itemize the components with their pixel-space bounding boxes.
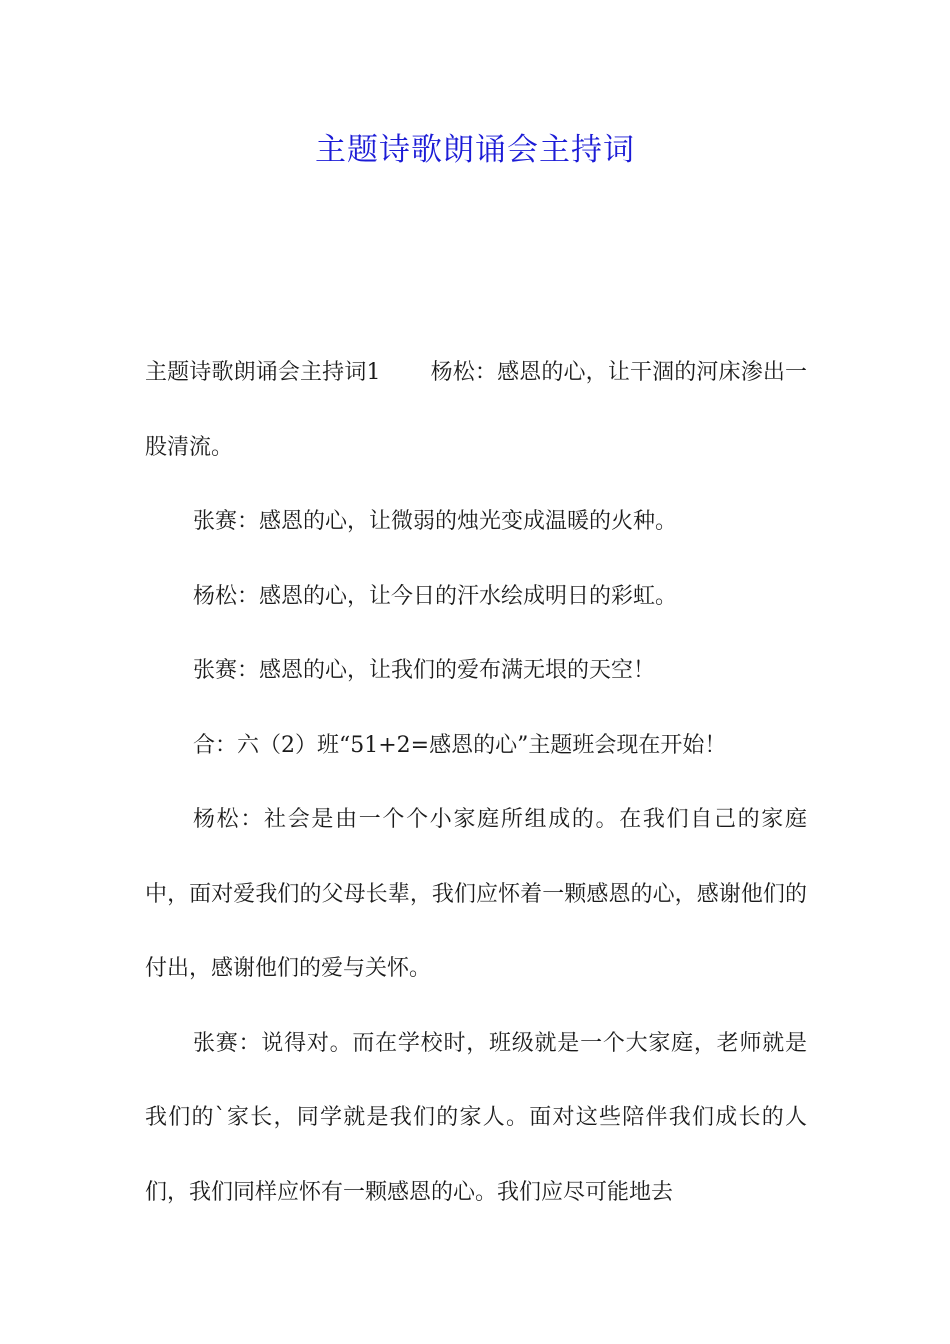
paragraph-2: 张赛：感恩的心，让微弱的烛光变成温暖的火种。	[193, 509, 678, 534]
paragraph-7: 张赛：说得对。而在学校时，班级就是一个大家庭，老师就是我们的`家长，同学就是我们的家人。面对这些陪伴我们成长的人们，我们同样应怀有一颗感恩的心。我们应尽可能地去	[145, 1030, 807, 1205]
paragraph-3: 杨松：感恩的心，让今日的汗水绘成明日的彩虹。	[193, 583, 678, 609]
paragraph-6: 杨松：社会是由一个个小家庭所组成的。在我们自己的家庭中，面对爱我们的父母长辈，我们应怀着一颗感恩的心，感谢他们的付出，感谢他们的爱与关怀。	[145, 807, 807, 981]
paragraph-4: 张赛：感恩的心，让我们的爱布满无垠的天空！	[193, 658, 656, 683]
paragraph-5: 合：六（2）班“51+2=感恩的心”主题班会现在开始！	[193, 732, 727, 758]
paragraph-heading: 主题诗歌朗诵会主持词1	[145, 360, 381, 385]
document-title: 主题诗歌朗诵会主持词	[315, 132, 635, 168]
document-body	[145, 336, 807, 1230]
paragraph-text: 杨松：感恩的心，让干涸的河床渗出一股清流。	[145, 360, 807, 460]
paragraph-1	[145, 336, 807, 485]
